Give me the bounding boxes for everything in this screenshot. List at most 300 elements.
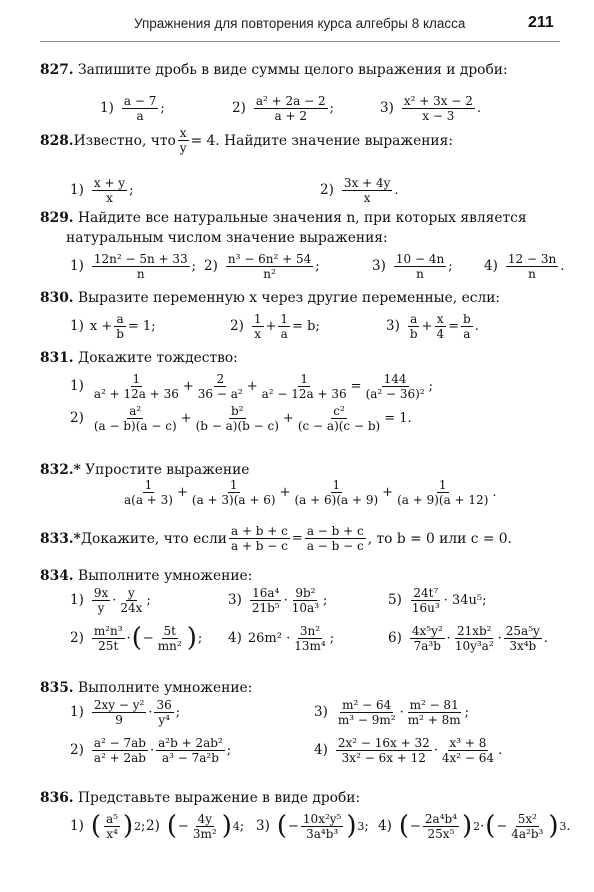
- fraction-numerator: m²n³: [93, 623, 123, 638]
- exponent: 2: [473, 819, 481, 833]
- math-text: .: [566, 818, 571, 834]
- exercise-item: [378, 806, 571, 846]
- fraction-denominator: 3x² − 6x + 12: [341, 750, 426, 765]
- fraction: [118, 586, 144, 615]
- item-label: 3): [228, 592, 242, 608]
- math-text: ·: [399, 704, 404, 720]
- bracket: (: [131, 623, 142, 653]
- fraction: [122, 478, 175, 507]
- item-label: 1): [70, 318, 84, 334]
- math-text: +: [182, 378, 194, 394]
- fraction: [92, 176, 127, 205]
- fraction-denominator: a: [136, 108, 144, 123]
- exercise-item: [380, 88, 481, 128]
- fraction-numerator: 25a⁵y: [505, 623, 540, 638]
- math-text: ·: [112, 592, 117, 608]
- fraction-denominator: x: [363, 190, 371, 205]
- fraction-numerator: 1: [438, 477, 447, 492]
- math-text: · 34u⁵;: [443, 592, 487, 608]
- math-text: ;: [226, 742, 232, 758]
- fraction-numerator: 1: [300, 371, 308, 386]
- fraction-denominator: 3x⁴b: [509, 638, 537, 653]
- fraction: [114, 312, 126, 341]
- exercise-item: [388, 618, 548, 658]
- math-text: −: [288, 818, 299, 834]
- exercise-row: [0, 730, 594, 770]
- item-label: 1): [70, 378, 84, 394]
- exercise-item: [120, 472, 497, 512]
- fraction: [92, 698, 146, 727]
- math-text: −: [142, 630, 154, 646]
- fraction-numerator: x + y: [93, 175, 126, 190]
- bracket: ): [186, 623, 197, 653]
- fraction-numerator: 16a⁴: [252, 585, 280, 600]
- math-text: ;: [239, 818, 245, 834]
- fraction: [406, 698, 463, 727]
- fraction-numerator: a − 7: [123, 93, 157, 108]
- exercise-number: 828.: [40, 132, 74, 149]
- fraction: [290, 586, 321, 615]
- fraction: [92, 624, 125, 653]
- item-label: 2): [230, 318, 244, 334]
- exercise-text-after: = 4. Найдите значение выражения:: [190, 132, 453, 149]
- fraction-denominator: 24x: [120, 600, 143, 615]
- math-tail: ;: [448, 258, 453, 274]
- exercise-item: [230, 306, 320, 346]
- fraction-denominator: y⁴: [158, 712, 170, 727]
- fraction-denominator: m² + 8m: [407, 712, 461, 727]
- exercise-number: 833.*: [40, 530, 81, 547]
- fraction-denominator: b: [409, 326, 418, 341]
- math-expression: [250, 312, 320, 341]
- fraction-denominator: 3a⁴b³: [306, 826, 339, 841]
- item-label: 1): [100, 100, 114, 116]
- math-expression: [248, 586, 328, 615]
- fraction-denominator: 10y³a²: [454, 638, 494, 653]
- fraction-numerator: 9x: [93, 585, 109, 600]
- math-expression: [408, 586, 487, 615]
- fraction-denominator: 4a²b³: [511, 826, 544, 841]
- header-rule: [40, 41, 560, 42]
- math-text: +: [265, 318, 277, 334]
- math-text: =: [350, 378, 362, 394]
- fraction-denominator: n: [136, 266, 145, 281]
- item-label: 2): [70, 630, 84, 646]
- exercise-number: 834.: [40, 568, 74, 584]
- math-tail: ;: [160, 100, 165, 116]
- exercise-item: [204, 246, 320, 286]
- exercise-row: [0, 806, 594, 846]
- fraction: [194, 404, 281, 433]
- page-header: [0, 0, 594, 46]
- math-text: ;: [464, 704, 469, 720]
- exercise-statement: [40, 210, 527, 226]
- math-text: = 1.: [384, 410, 412, 426]
- fraction-numerator: a⁵: [106, 811, 118, 826]
- exercise-text: Представьте выражение в виде дроби:: [73, 790, 361, 806]
- math-expression: [90, 736, 231, 765]
- exercise-item: [70, 306, 156, 346]
- exercise-row: [0, 692, 594, 732]
- exercise-row: [0, 170, 594, 210]
- fraction: [92, 586, 110, 615]
- exercise-number: 830.: [40, 290, 74, 306]
- exercise-number: 829.: [40, 210, 74, 226]
- fraction-numerator: a: [116, 311, 124, 326]
- exercise-text: Найдите все натуральные значения n, при которых является: [73, 210, 527, 226]
- fraction: [92, 372, 181, 401]
- fraction-numerator: b²: [231, 403, 244, 418]
- exercise-text: Известно, что: [73, 132, 176, 149]
- math-text: ·: [126, 630, 131, 646]
- fraction-numerator: 1: [144, 477, 153, 492]
- exercise-item: [484, 246, 564, 286]
- fraction-numerator: 5x²: [517, 811, 537, 826]
- math-expression: [248, 624, 334, 653]
- math-tail: ;: [191, 258, 197, 274]
- math-expression: [90, 312, 156, 341]
- exponent: 3: [357, 819, 365, 833]
- fraction-denominator: n²: [263, 266, 276, 281]
- fraction-numerator: 1: [332, 477, 341, 492]
- exercise-statement: [40, 126, 453, 155]
- item-label: 2): [232, 100, 246, 116]
- fraction: [92, 736, 148, 765]
- math-text: .: [498, 742, 503, 758]
- fraction: [342, 176, 393, 205]
- fraction-numerator: x³ + 8: [449, 735, 487, 750]
- item-label: 4): [378, 818, 392, 834]
- item-label: 1): [70, 818, 84, 834]
- bracket: (: [90, 811, 102, 841]
- fraction-denominator: 16u³: [411, 600, 440, 615]
- math-text: ·: [433, 742, 438, 758]
- item-label: 4): [314, 742, 328, 758]
- exercise-number: 836.: [40, 790, 74, 806]
- fraction-numerator: 36: [156, 697, 172, 712]
- fraction-numerator: x: [179, 126, 187, 140]
- math-text: +: [180, 410, 192, 426]
- math-text: +: [421, 318, 433, 334]
- fraction-denominator: 4: [436, 326, 445, 341]
- fraction-denominator: 4x² − 64: [441, 750, 495, 765]
- fraction-numerator: 4y: [197, 811, 213, 826]
- exercise-row: [0, 618, 594, 658]
- item-label: 1): [70, 182, 84, 198]
- fraction-denominator: 3m²: [192, 826, 217, 841]
- fraction-numerator: a²b + 2ab²: [158, 735, 223, 750]
- fraction-numerator: 1: [280, 311, 289, 326]
- item-label: 6): [388, 630, 402, 646]
- math-text: .: [474, 318, 479, 334]
- bracket: ): [221, 811, 232, 841]
- fraction-denominator: a² − 12a + 36: [261, 386, 347, 401]
- bracket: (: [276, 811, 288, 841]
- bracket: ): [462, 811, 473, 841]
- fraction-denominator: x: [254, 326, 262, 341]
- fraction-numerator: m² − 64: [342, 697, 392, 712]
- fraction-denominator: (a + 6)(a + 9): [294, 492, 379, 507]
- fraction-numerator: 1: [229, 477, 238, 492]
- fraction: [190, 478, 278, 507]
- math-expression: [276, 812, 369, 841]
- math-expression: [400, 94, 481, 123]
- math-text: +: [246, 378, 258, 394]
- exercise-statement: [40, 62, 508, 78]
- fraction-denominator: a² + 12a + 36: [93, 386, 179, 401]
- fraction-denominator: 25x⁵: [427, 826, 455, 841]
- fraction-denominator: a + 2: [274, 108, 307, 123]
- math-text: ;: [146, 592, 151, 608]
- exercise-text: Выполните умножение:: [73, 568, 253, 584]
- fraction-numerator: 10 − 4n: [395, 251, 445, 266]
- fraction: [394, 252, 446, 281]
- item-label: 3): [372, 258, 386, 274]
- fraction-numerator: 1: [253, 311, 262, 326]
- exercise-item: [228, 580, 327, 620]
- fraction-denominator: 25t: [98, 638, 119, 653]
- fraction-denominator: 9: [115, 712, 123, 727]
- fraction-denominator: 10a³: [291, 600, 319, 615]
- fraction: [296, 404, 382, 433]
- math-text: = b;: [292, 318, 320, 334]
- fraction-denominator: n: [416, 266, 424, 281]
- exercise-item: [70, 806, 145, 846]
- exercise-row: [0, 580, 594, 620]
- item-label: 3): [314, 704, 328, 720]
- fraction-denominator: (a + 9)(a + 12): [397, 492, 489, 507]
- math-text: −: [178, 818, 189, 834]
- fraction-denominator: (c − a)(c − b): [297, 418, 381, 433]
- fraction-denominator: mn²: [157, 638, 182, 653]
- fraction-denominator: (a + 3)(a + 6): [191, 492, 276, 507]
- fraction-numerator: a² − 7ab: [93, 735, 146, 750]
- math-expression: [252, 94, 334, 123]
- math-text: −: [496, 818, 508, 834]
- math-expression: [408, 624, 548, 653]
- math-expression: [90, 372, 433, 401]
- exponent: 4: [232, 819, 240, 833]
- fraction-numerator: 21xb²: [456, 623, 492, 638]
- exercise-item: [320, 170, 399, 210]
- fraction-numerator: 2a⁴b⁴: [424, 811, 458, 826]
- fraction: [423, 812, 459, 841]
- exercise-item: [70, 580, 151, 620]
- fraction: [336, 698, 398, 727]
- exercise-text: Упростите выражение: [80, 462, 250, 478]
- item-label: 2): [204, 258, 218, 274]
- fraction-numerator: 1: [132, 371, 141, 386]
- math-text: 26m² ·: [247, 630, 291, 646]
- math-expression: [166, 812, 244, 841]
- item-label: 2): [146, 818, 160, 834]
- item-label: 2): [320, 182, 334, 198]
- fraction: [92, 404, 179, 433]
- exercise-statement: [40, 524, 512, 553]
- math-text: =: [448, 318, 459, 334]
- math-text: ;: [364, 818, 369, 834]
- math-text: ;: [323, 592, 328, 608]
- fraction-numerator: x: [436, 311, 444, 326]
- item-label: 3): [256, 818, 270, 834]
- math-text: ;: [329, 630, 335, 646]
- math-expression: [90, 586, 151, 615]
- exercise-item: [70, 692, 180, 732]
- math-text: ·: [497, 630, 502, 646]
- fraction: [254, 94, 328, 123]
- math-text: −: [410, 818, 421, 834]
- fraction-numerator: a² + 2a − 2: [255, 93, 326, 108]
- fraction-denominator: a: [463, 326, 471, 341]
- math-expression: [334, 736, 502, 765]
- fraction: [434, 312, 446, 341]
- math-text: =: [291, 531, 303, 546]
- fraction-denominator: y: [97, 600, 105, 615]
- exercise-row: [0, 306, 594, 346]
- fraction: [154, 698, 173, 727]
- exercise-row: [0, 246, 594, 286]
- exercise-item: [70, 618, 202, 658]
- fraction-denominator: a − b − c: [306, 539, 364, 553]
- math-text: ·: [480, 818, 485, 834]
- exercise-item: [70, 246, 196, 286]
- exercise-statement: [40, 790, 360, 806]
- math-expression: [90, 176, 134, 205]
- fraction: [440, 736, 496, 765]
- fraction-denominator: n: [528, 266, 536, 281]
- exercise-text: Запишите дробь в виде суммы целого выражения и дроби:: [73, 62, 508, 78]
- fraction-denominator: (a − b)(a − c): [93, 418, 177, 433]
- item-label: 1): [70, 592, 84, 608]
- fraction-denominator: 13m⁴: [294, 638, 326, 653]
- fraction-numerator: a − b + c: [306, 524, 364, 538]
- fraction-numerator: a + b + c: [230, 524, 288, 538]
- math-expression: [90, 252, 196, 281]
- exercise-text: Докажите, что если: [80, 530, 227, 547]
- exercise-number: 835.: [40, 680, 74, 696]
- fraction-denominator: x⁴: [106, 826, 118, 841]
- fraction: [408, 312, 420, 341]
- exercise-text: Выразите переменную x через другие переменные, если:: [73, 290, 501, 306]
- exercise-item: [256, 806, 369, 846]
- fraction: [410, 624, 445, 653]
- math-expression: [120, 94, 165, 123]
- fraction-numerator: 3n²: [299, 623, 321, 638]
- fraction-denominator: y: [179, 141, 187, 155]
- fraction: [252, 312, 264, 341]
- fraction: [364, 372, 427, 401]
- math-tail: .: [476, 100, 481, 116]
- math-text: +: [177, 484, 188, 500]
- exercise-number: 832.*: [40, 462, 81, 478]
- fraction: [336, 736, 432, 765]
- exponent: 3: [559, 819, 567, 833]
- math-expression: [224, 252, 320, 281]
- math-text: .: [492, 484, 497, 500]
- exercise-item: [386, 306, 479, 346]
- fraction: [260, 372, 349, 401]
- fraction-numerator: b: [463, 311, 471, 326]
- item-label: 3): [380, 100, 394, 116]
- exercise-statement-line2: натуральным числом значение выражения:: [66, 230, 388, 246]
- math-expression: [334, 698, 469, 727]
- exercise-item: [388, 580, 486, 620]
- math-text: ;: [197, 630, 203, 646]
- bracket: ): [122, 811, 134, 841]
- bracket: ): [346, 811, 357, 841]
- page-number: 211: [528, 14, 554, 31]
- math-expression: [120, 478, 497, 507]
- fraction-denominator: 21b⁵: [251, 600, 280, 615]
- fraction-numerator: 2: [216, 371, 225, 386]
- exercise-item: [228, 618, 334, 658]
- fraction: [196, 372, 245, 401]
- fraction: [292, 478, 380, 507]
- item-label: 2): [70, 410, 84, 426]
- fraction-numerator: 10x²y⁵: [302, 811, 342, 826]
- exercise-item: [146, 806, 244, 846]
- exercise-number: 831.: [40, 350, 74, 366]
- fraction: [453, 624, 496, 653]
- fraction-denominator: x − 3: [422, 108, 455, 123]
- fraction-numerator: 24t⁷: [413, 585, 439, 600]
- math-expression: [504, 252, 564, 281]
- fraction: [92, 252, 190, 281]
- fraction-numerator: m² − 81: [409, 697, 459, 712]
- math-tail: ;: [315, 258, 320, 274]
- fraction-numerator: 5t: [163, 623, 176, 638]
- fraction: [178, 126, 189, 155]
- fraction-numerator: 12 − 3n: [507, 251, 557, 266]
- exercise-item: [100, 88, 165, 128]
- header-title: Упражнения для повторения курса алгебры 8 класса: [134, 16, 466, 31]
- math-text: = 1;: [127, 318, 156, 334]
- fraction: [292, 624, 327, 653]
- math-text: ·: [283, 592, 288, 608]
- exercise-item: [70, 730, 231, 770]
- math-tail: .: [560, 258, 565, 274]
- item-label: 1): [70, 704, 84, 720]
- fraction-numerator: 2x² − 16x + 32: [337, 735, 430, 750]
- exercise-item: [314, 692, 469, 732]
- exercise-statement: [40, 350, 238, 366]
- fraction: [506, 252, 558, 281]
- math-text: .: [543, 630, 548, 646]
- math-expression: [90, 404, 412, 433]
- bracket: (: [485, 811, 496, 841]
- item-label: 3): [386, 318, 400, 334]
- fraction: [278, 312, 290, 341]
- fraction-numerator: 4x⁵y²: [411, 623, 443, 638]
- item-label: 1): [70, 258, 84, 274]
- fraction-numerator: 2xy − y²: [93, 697, 145, 712]
- exercise-item: [314, 730, 502, 770]
- math-text: ;: [141, 818, 146, 834]
- fraction-numerator: x² + 3x − 2: [403, 93, 473, 108]
- math-expression: [398, 812, 571, 841]
- item-label: 4): [484, 258, 498, 274]
- math-expression: [90, 812, 146, 841]
- exercise-row: [0, 88, 594, 128]
- fraction: [395, 478, 490, 507]
- fraction: [509, 812, 545, 841]
- exercise-row: [0, 398, 594, 438]
- math-text: ·: [446, 630, 451, 646]
- fraction-denominator: m³ − 9m²: [337, 712, 396, 727]
- fraction-numerator: 144: [383, 371, 407, 386]
- math-tail: ;: [329, 100, 335, 116]
- exercise-number: 827.: [40, 62, 74, 78]
